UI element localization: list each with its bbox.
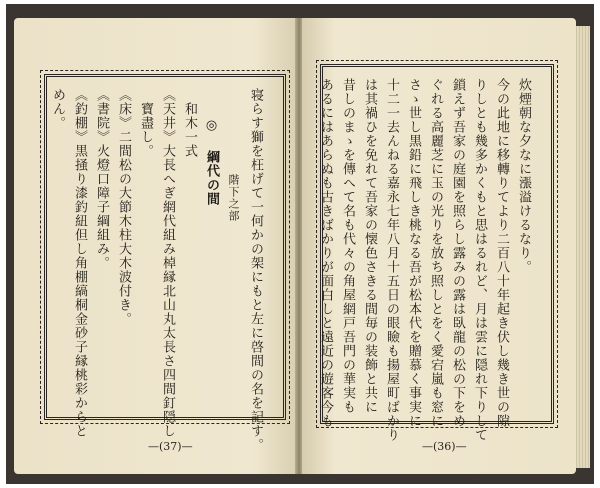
text-column: 寝らす獅を枉げて一何かの架にもと左に啓間の名を記す。 <box>248 88 263 452</box>
section-subtitle: 階下之部 <box>227 174 240 222</box>
text-column: 《書院》火燈口障子綱組み。 <box>94 88 109 270</box>
text-column: 昔しのまゝを傳へて名も代々の角屋網戸吾門の華実も <box>340 78 355 414</box>
text-column: 和木一式 <box>182 102 197 158</box>
text-column: あるにはあらぬも古きばかりが面白しと遠近の遊客今も <box>318 78 333 428</box>
text-column: は其禍ひを免れて吾家の懐色さきる間毎の装飾と共に <box>362 78 377 414</box>
page-edges <box>576 26 590 468</box>
text-column: めん。 <box>50 88 65 130</box>
open-book <box>6 4 594 484</box>
text-column: 今の此地に移轉りてより二百八十年起き伏し幾き世の隙 <box>494 78 509 428</box>
text-column: 十二一去んねる嘉永七年八月十五日の眼瞼も揚屋町ばかり <box>384 78 399 442</box>
text-column: 《天井》大長へぎ網代組み棹縁北山丸太長さ四間釘隠し <box>160 88 175 438</box>
text-column: 炊煙朝な夕なに漲溢けるなり。 <box>516 78 531 274</box>
right-page-text <box>318 78 534 442</box>
text-column: ぐれる高麗芝に玉の光りを放ち照しとをく愛宕嵐も窓に <box>428 78 443 428</box>
text-column: さゝ世し黒鉛に飛しき桃なる吾が松本代を贈慕く事実に <box>406 78 421 428</box>
text-column: 寶盡し。 <box>138 102 153 158</box>
text-column: 《釣棚》黒掻り漆釣紐但し角棚縞桐金砂子縁桃彩からと <box>72 88 87 438</box>
right-page-number: —(36)— <box>422 440 467 453</box>
text-column: 《床》二間松の大節木柱大木波付き。 <box>116 88 131 326</box>
text-column: りしとも幾多かくもと思はるれど、月は雲に隠れ下りして <box>472 78 487 442</box>
left-page-number: —(37)— <box>148 440 193 453</box>
text-column: 鎖えず吾家の庭園を照らし露みの露は臥龍の松の下をめ <box>450 78 465 428</box>
section-heading: ◎ 綱代の間 <box>204 118 219 206</box>
